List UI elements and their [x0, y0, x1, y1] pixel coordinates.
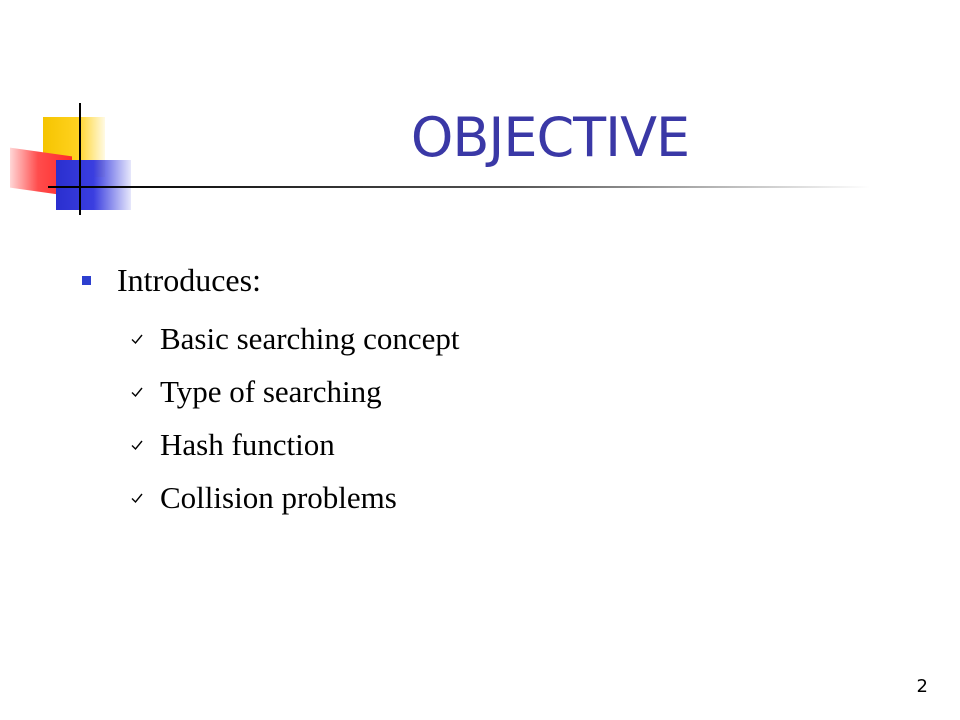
checkmark-icon [130, 438, 144, 452]
sub-bullet-text: Basic searching concept [160, 320, 460, 356]
bullet-label: Introduces: [117, 262, 261, 298]
sub-bullet-list [130, 312, 460, 524]
page-number: 2 [916, 676, 928, 697]
checkmark-icon [130, 491, 144, 505]
checkmark-icon [130, 332, 144, 346]
square-bullet-icon [82, 276, 91, 285]
sub-bullet-item [130, 365, 460, 418]
sub-bullet-item [130, 312, 460, 365]
sub-bullet-item [130, 471, 460, 524]
checkmark-icon [130, 385, 144, 399]
sub-bullet-text: Type of searching [160, 373, 382, 409]
bullet-item [82, 258, 261, 302]
slide-title: OBJECTIVE [410, 106, 690, 169]
sub-bullet-text: Collision problems [160, 479, 397, 515]
sub-bullet-item [130, 418, 460, 471]
sub-bullet-text: Hash function [160, 426, 335, 462]
